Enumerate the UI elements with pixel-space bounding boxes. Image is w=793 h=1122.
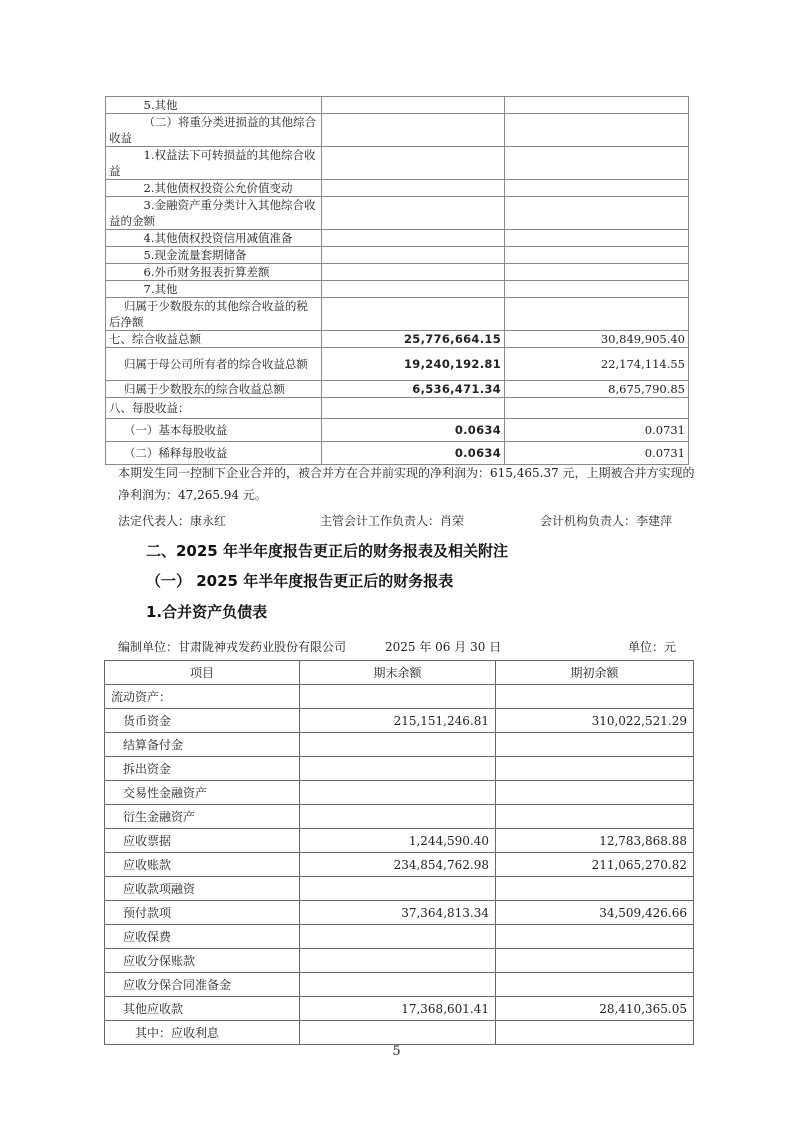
accounting-org-head: 会计机构负责人：李建萍 xyxy=(540,514,673,528)
prior-value: 22,174,114.55 xyxy=(505,348,689,381)
row-label: 八、每股收益： xyxy=(106,398,322,419)
current-value xyxy=(322,114,505,147)
current-value: 6,536,471.34 xyxy=(322,381,505,398)
row-label: 货币资金 xyxy=(105,709,300,733)
comprehensive-income-table xyxy=(105,96,689,465)
begin-balance xyxy=(496,733,694,757)
begin-balance xyxy=(496,925,694,949)
legal-representative: 法定代表人：康永红 xyxy=(118,514,227,528)
table-row xyxy=(106,298,689,331)
header-begin-balance: 期初余额 xyxy=(496,661,694,685)
current-value xyxy=(322,281,505,298)
merger-note: 本期发生同一控制下企业合并的，被合并方在合并前实现的净利润为：615,465.37 元，上期被合并方实现的净利润为：47,265.94 元。 xyxy=(118,466,695,502)
table-row xyxy=(106,348,689,381)
begin-balance xyxy=(496,781,694,805)
row-label: 结算备付金 xyxy=(105,733,300,757)
begin-balance xyxy=(496,1021,694,1045)
end-balance xyxy=(300,1021,496,1045)
begin-balance: 34,509,426.66 xyxy=(496,901,694,925)
row-label: 3.金融资产重分类计入其他综合收益的金额 xyxy=(106,197,322,230)
end-balance: 37,364,813.34 xyxy=(300,901,496,925)
table-row xyxy=(105,853,694,877)
row-label: 拆出资金 xyxy=(105,757,300,781)
report-date: 2025 年 06 月 30 日 xyxy=(385,640,502,654)
current-value: 0.0634 xyxy=(322,419,505,442)
current-value xyxy=(322,298,505,331)
row-label: 应收账款 xyxy=(105,853,300,877)
begin-balance xyxy=(496,973,694,997)
row-label: 5.现金流量套期储备 xyxy=(106,247,322,264)
row-label: （二）将重分类进损益的其他综合收益 xyxy=(106,114,322,147)
row-label: （二）稀释每股收益 xyxy=(106,442,322,465)
end-balance xyxy=(300,805,496,829)
end-balance xyxy=(300,877,496,901)
table-row xyxy=(105,901,694,925)
prior-value xyxy=(505,114,689,147)
table-row xyxy=(106,381,689,398)
prior-value xyxy=(505,180,689,197)
table-row xyxy=(105,685,694,709)
row-label: 归属于母公司所有者的综合收益总额 xyxy=(106,348,322,381)
begin-balance: 12,783,868.88 xyxy=(496,829,694,853)
end-balance xyxy=(300,925,496,949)
prior-value xyxy=(505,398,689,419)
prior-value xyxy=(505,147,689,180)
table-row xyxy=(105,973,694,997)
row-label: 6.外币财务报表折算差额 xyxy=(106,264,322,281)
row-label: （一）基本每股收益 xyxy=(106,419,322,442)
prior-value xyxy=(505,97,689,114)
table-row xyxy=(106,281,689,298)
current-value xyxy=(322,97,505,114)
table-row xyxy=(106,97,689,114)
row-label: 7.其他 xyxy=(106,281,322,298)
current-value xyxy=(322,230,505,247)
row-label: 其他应收款 xyxy=(105,997,300,1021)
end-balance xyxy=(300,781,496,805)
prior-value: 8,675,790.85 xyxy=(505,381,689,398)
prior-value xyxy=(505,230,689,247)
table-row xyxy=(106,114,689,147)
current-value xyxy=(322,247,505,264)
table-row xyxy=(106,247,689,264)
row-label: 2.其他债权投资公允价值变动 xyxy=(106,180,322,197)
table-row xyxy=(105,709,694,733)
table-row xyxy=(105,877,694,901)
page-number: 5 xyxy=(392,1044,401,1059)
header-end-balance: 期末余额 xyxy=(300,661,496,685)
current-value xyxy=(322,398,505,419)
table-row xyxy=(106,331,689,348)
table-row xyxy=(106,147,689,180)
row-label: 预付款项 xyxy=(105,901,300,925)
current-value: 19,240,192.81 xyxy=(322,348,505,381)
balance-sheet-table xyxy=(104,660,694,1045)
table-row xyxy=(105,781,694,805)
current-value xyxy=(322,147,505,180)
prior-value xyxy=(505,281,689,298)
current-value xyxy=(322,180,505,197)
preparer-company: 编制单位：甘肃陇神戎发药业股份有限公司 xyxy=(118,640,347,654)
table-row xyxy=(106,197,689,230)
accounting-head: 主管会计工作负责人：肖荣 xyxy=(320,514,465,528)
end-balance xyxy=(300,949,496,973)
row-label: 交易性金融资产 xyxy=(105,781,300,805)
table-row xyxy=(105,1021,694,1045)
begin-balance xyxy=(496,805,694,829)
currency-unit: 单位：元 xyxy=(628,640,677,654)
current-value xyxy=(322,264,505,281)
current-value xyxy=(322,197,505,230)
table-row xyxy=(106,419,689,442)
end-balance xyxy=(300,685,496,709)
end-balance xyxy=(300,757,496,781)
table-header-row xyxy=(105,661,694,685)
end-balance: 1,244,590.40 xyxy=(300,829,496,853)
prior-value: 0.0731 xyxy=(505,442,689,465)
prior-value: 0.0731 xyxy=(505,419,689,442)
row-label: 1.权益法下可转损益的其他综合收益 xyxy=(106,147,322,180)
end-balance xyxy=(300,973,496,997)
current-value: 25,776,664.15 xyxy=(322,331,505,348)
row-label: 流动资产： xyxy=(105,685,300,709)
table-row xyxy=(105,829,694,853)
end-balance xyxy=(300,733,496,757)
begin-balance xyxy=(496,949,694,973)
row-label: 其中：应收利息 xyxy=(105,1021,300,1045)
row-label: 归属于少数股东的综合收益总额 xyxy=(106,381,322,398)
table-row xyxy=(105,805,694,829)
section-heading: 二、2025 年半年度报告更正后的财务报表及相关附注 xyxy=(146,542,508,560)
row-label: 应收款项融资 xyxy=(105,877,300,901)
row-label: 七、综合收益总额 xyxy=(106,331,322,348)
table-row xyxy=(105,757,694,781)
table-row xyxy=(106,180,689,197)
begin-balance xyxy=(496,877,694,901)
table-row xyxy=(105,949,694,973)
table-row xyxy=(105,733,694,757)
end-balance: 17,368,601.41 xyxy=(300,997,496,1021)
prior-value: 30,849,905.40 xyxy=(505,331,689,348)
begin-balance: 28,410,365.05 xyxy=(496,997,694,1021)
begin-balance xyxy=(496,757,694,781)
begin-balance xyxy=(496,685,694,709)
row-label: 4.其他债权投资信用减值准备 xyxy=(106,230,322,247)
current-value: 0.0634 xyxy=(322,442,505,465)
prior-value xyxy=(505,264,689,281)
subsection-heading: （一） 2025 年半年度报告更正后的财务报表 xyxy=(146,572,454,590)
end-balance: 234,854,762.98 xyxy=(300,853,496,877)
row-label: 应收分保合同准备金 xyxy=(105,973,300,997)
end-balance: 215,151,246.81 xyxy=(300,709,496,733)
row-label: 应收保费 xyxy=(105,925,300,949)
row-label: 归属于少数股东的其他综合收益的税后净额 xyxy=(106,298,322,331)
row-label: 应收票据 xyxy=(105,829,300,853)
table-row xyxy=(106,398,689,419)
table-row xyxy=(105,997,694,1021)
begin-balance: 211,065,270.82 xyxy=(496,853,694,877)
table-row xyxy=(106,230,689,247)
table-row xyxy=(105,925,694,949)
table-title: 1.合并资产负债表 xyxy=(146,603,268,621)
begin-balance: 310,022,521.29 xyxy=(496,709,694,733)
row-label: 5.其他 xyxy=(106,97,322,114)
prior-value xyxy=(505,247,689,264)
prior-value xyxy=(505,298,689,331)
header-item: 项目 xyxy=(105,661,300,685)
table-row xyxy=(106,264,689,281)
row-label: 应收分保账款 xyxy=(105,949,300,973)
row-label: 衍生金融资产 xyxy=(105,805,300,829)
prior-value xyxy=(505,197,689,230)
